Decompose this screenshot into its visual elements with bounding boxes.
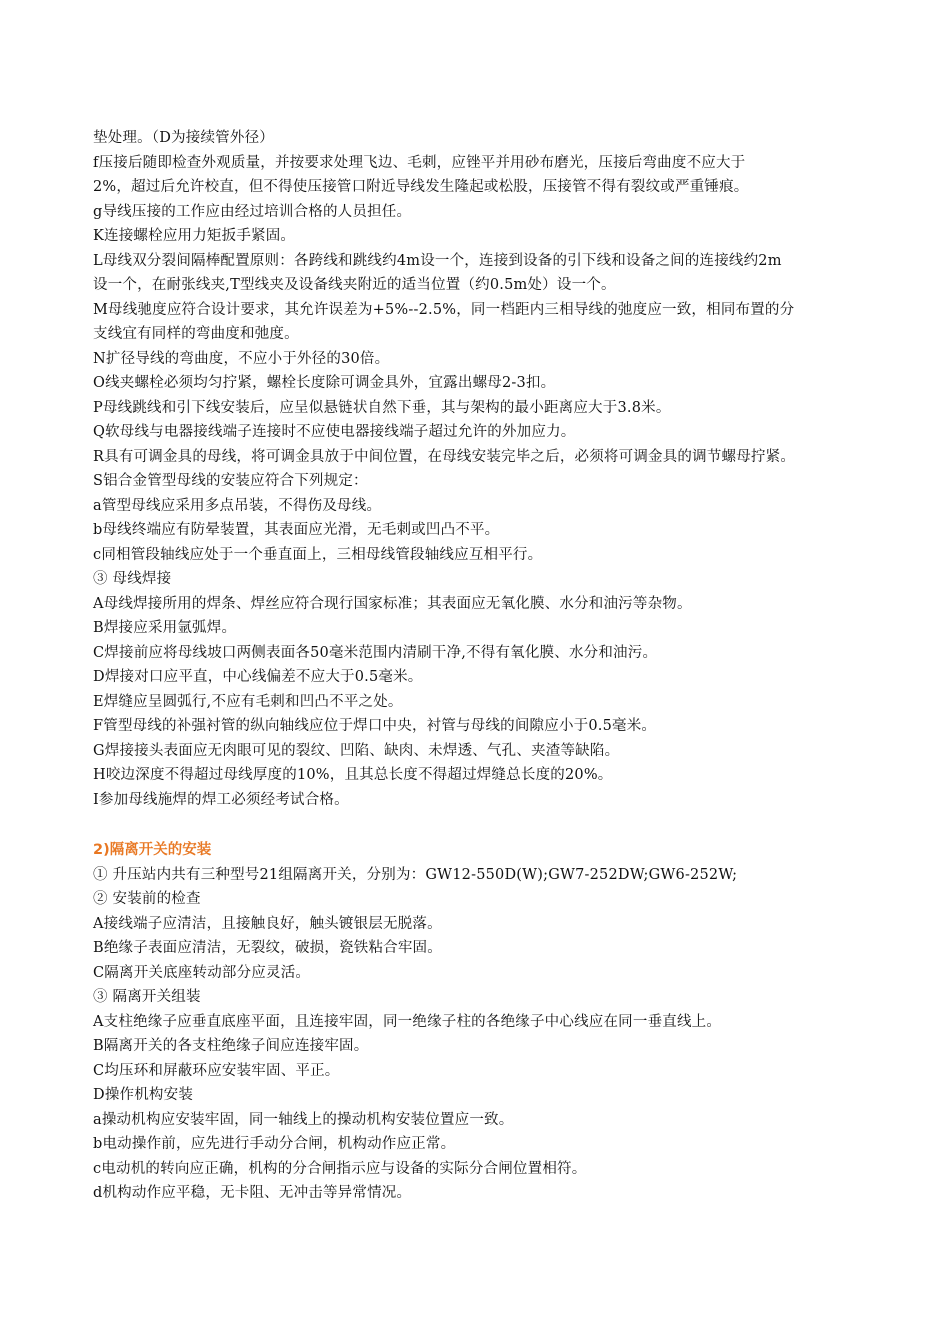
text-line: M母线驰度应符合设计要求，其允许误差为+5%--2.5%，同一档距内三相导线的弛度应一致，相同布置的分	[93, 301, 795, 318]
text-line: d机构动作应平稳，无卡阻、无冲击等异常情况。	[93, 1185, 412, 1201]
text-line: K连接螺栓应用力矩扳手紧固。	[93, 228, 296, 244]
text-line: I参加母线施焊的焊工必须经考试合格。	[93, 791, 349, 808]
text-line: c电动机的转向应正确，机构的分合闸指示应与设备的实际分合闸位置相符。	[93, 1160, 587, 1177]
text-line: ② 安装前的检查	[93, 891, 201, 907]
text-line: P母线跳线和引下线安装后，应呈似悬链状自然下垂，其与架构的最小距离应大于3.8米。	[93, 399, 671, 416]
text-line: F管型母线的补强衬管的纵向轴线应位于焊口中央，衬管与母线的间隙应小于0.5毫米。	[93, 718, 657, 734]
text-line: N扩径导线的弯曲度，不应小于外径的30倍。	[93, 350, 390, 367]
text-line: H咬边深度不得超过母线厚度的10%，且其总长度不得超过焊缝总长度的20%。	[93, 767, 613, 783]
text-line: c同相管段轴线应处于一个垂直面上，三相母线管段轴线应互相平行。	[93, 546, 543, 563]
text-line: g导线压接的工作应由经过培训合格的人员担任。	[93, 203, 412, 220]
text-line: a管型母线应采用多点吊装，不得伤及母线。	[93, 497, 382, 514]
text-line: B焊接应采用氩弧焊。	[93, 620, 237, 636]
text-line: a操动机构应安装牢固，同一轴线上的操动机构安装位置应一致。	[93, 1111, 514, 1128]
text-line: A母线焊接所用的焊条、焊丝应符合现行国家标准；其表面应无氧化膜、水分和油污等杂物。	[93, 595, 692, 612]
section-spacer	[93, 812, 893, 838]
text-line: 设一个，在耐张线夹,T型线夹及设备线夹附近的适当位置（约0.5m处）设一个。	[93, 277, 616, 293]
text-line: C均压环和屏蔽环应安装牢固、平正。	[93, 1062, 340, 1079]
text-line: B绝缘子表面应清洁，无裂纹，破损，瓷铁粘合牢固。	[93, 940, 442, 956]
text-line: S铝合金管型母线的安装应符合下列规定：	[93, 473, 368, 489]
text-line: 2%，超过后允许校直，但不得使压接管口附近导线发生隆起或松股，压接管不得有裂纹或严重锤痕。	[93, 179, 749, 195]
text-line: C隔离开关底座转动部分应灵活。	[93, 964, 311, 981]
text-line: L母线双分裂间隔棒配置原则：各跨线和跳线约4m设一个，连接到设备的引下线和设备之间的连接线约2m	[93, 252, 782, 269]
text-line: ① 升压站内共有三种型号21组隔离开关，分别为：GW12-550D(W);GW7-252DW;GW6-252W;	[93, 866, 738, 883]
text-line: Q软母线与电器接线端子连接时不应使电器接线端子超过允许的外加应力。	[93, 424, 576, 440]
text-line: b母线终端应有防晕装置，其表面应光滑，无毛刺或凹凸不平。	[93, 522, 500, 538]
text-line: f压接后随即检查外观质量，并按要求处理飞边、毛刺，应锉平并用砂布磨光，压接后弯曲度不应大于	[93, 154, 746, 171]
text-line: B隔离开关的各支柱绝缘子间应连接牢固。	[93, 1038, 369, 1054]
disconnect-switch-heading: 2)隔离开关的安装	[93, 842, 212, 858]
text-line: R具有可调金具的母线，将可调金具放于中间位置，在母线安装完毕之后，必须将可调金具的调节螺母拧紧。	[93, 448, 796, 465]
text-line: C焊接前应将母线坡口两侧表面各50毫米范围内清刷干净,不得有氧化膜、水分和油污。	[93, 644, 658, 661]
text-line: D焊接对口应平直，中心线偏差不应大于0.5毫米。	[93, 669, 423, 685]
text-line: A支柱绝缘子应垂直底座平面，且连接牢固，同一绝缘子柱的各绝缘子中心线应在同一垂直线上。	[93, 1013, 722, 1030]
text-line: O线夹螺栓必须均匀拧紧，螺栓长度除可调金具外，宜露出螺母2-3扣。	[93, 375, 556, 391]
busbar-installation-section	[93, 126, 893, 812]
text-line: E焊缝应呈圆弧行,不应有毛刺和凹凸不平之处。	[93, 693, 403, 710]
text-line: D操作机构安装	[93, 1087, 194, 1103]
disconnect-switch-section	[93, 863, 893, 1206]
text-line: 支线宜有同样的弯曲度和弛度。	[93, 326, 299, 342]
text-line: G焊接接头表面应无肉眼可见的裂纹、凹陷、缺肉、未焊透、气孔、夹渣等缺陷。	[93, 742, 620, 759]
document-page	[93, 126, 893, 1206]
text-line: A接线端子应清洁，且接触良好，触头镀银层无脱落。	[93, 915, 442, 932]
text-line: ③ 母线焊接	[93, 571, 172, 587]
text-line: ③ 隔离开关组装	[93, 989, 201, 1005]
text-line: 垫处理。（D为接续管外径）	[93, 130, 274, 146]
text-line: b电动操作前，应先进行手动分合闸，机构动作应正常。	[93, 1136, 456, 1152]
